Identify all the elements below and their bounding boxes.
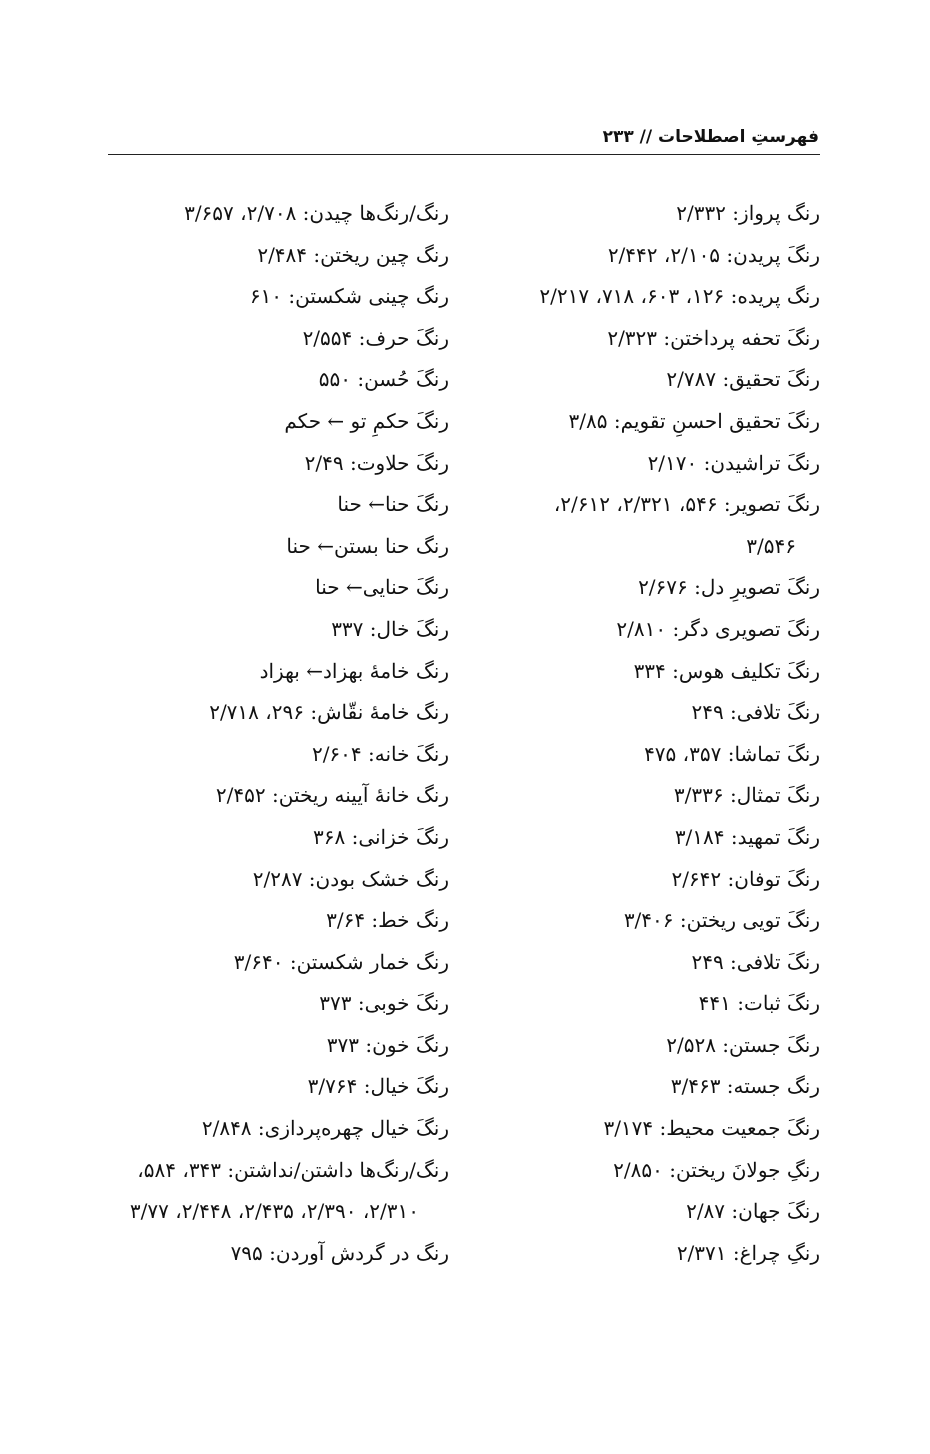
header-rule <box>108 154 820 155</box>
running-head: فهرستِ اصطلاحات // ۲۳۳ <box>602 127 819 147</box>
index-entry-text: رنگ پرواز: ۲/۳۳۲ <box>676 201 820 225</box>
index-entry <box>69 276 449 318</box>
index-entry-text: رنگ خامهٔ نقّاش: ۲۹۶، ۲/۷۱۸ <box>209 700 449 725</box>
index-entry-text: رنگَ حکمِ تو ← حکم <box>284 408 449 433</box>
index-entry <box>69 567 449 609</box>
index-entry <box>69 692 449 734</box>
index-entry-text: رنگَ تصویری دگر: ۲/۸۱۰ <box>616 616 820 641</box>
index-entry <box>69 817 449 859</box>
index-entry <box>69 443 449 485</box>
index-entry <box>480 1233 820 1275</box>
index-column-right <box>480 193 820 1274</box>
index-entry <box>480 651 820 693</box>
index-entry <box>69 983 449 1025</box>
index-entry-text: رنگِ چراغ: ۲/۳۷۱ <box>676 1240 820 1265</box>
index-entry-text: رنگ پریده: ۱۲۶، ۶۰۳، ۷۱۸، ۲/۲۱۷ <box>539 284 820 309</box>
index-entry-text: رنگِ جولانَ ریختن: ۲/۸۵۰ <box>613 1157 820 1182</box>
index-entry-text: رنگَ تصویر: ۵۴۶، ۲/۳۲۱، ۲/۶۱۲، <box>553 492 820 517</box>
index-entry <box>480 1066 820 1108</box>
index-entry-text: رنگَ خال: ۳۳۷ <box>331 616 449 641</box>
index-entry-text: رنگ جسته: ۳/۴۶۳ <box>670 1074 820 1099</box>
index-entry-text: رنگَ تویی ریختن: ۳/۴۰۶ <box>623 908 820 933</box>
index-entry-text: رنگَ تمثال: ۳/۳۳۶ <box>673 783 820 808</box>
index-entry <box>69 1066 449 1108</box>
index-entry <box>480 193 820 235</box>
index-entry <box>480 775 820 817</box>
index-entry-text: رنگ/رنگ‌ها داشتن/نداشتن: ۳۴۳، ۵۸۴، <box>137 1157 449 1182</box>
index-entry-text: رنگ خط: ۳/۶۴ <box>326 908 449 933</box>
index-entry-text: رنگَ تلافی: ۲۴۹ <box>691 700 820 725</box>
index-entry-text: رنگَ جستن: ۲/۵۲۸ <box>666 1032 820 1057</box>
index-entry <box>480 900 820 942</box>
index-entry <box>69 900 449 942</box>
index-entry <box>480 484 820 567</box>
index-entry-text: رنگَ تراشیدن: ۲/۱۷۰ <box>647 450 820 475</box>
index-entry-text: رنگَ جمعیت محیط: ۳/۱۷۴ <box>603 1116 820 1141</box>
index-entry-continuation: ۳/۵۴۶ <box>746 533 796 558</box>
index-entry <box>480 609 820 651</box>
index-entry-text: رنگ در گردش آوردن: ۷۹۵ <box>230 1240 449 1265</box>
index-entry-text: رنگَ خیال چهره‌پردازی: ۲/۸۴۸ <box>201 1116 449 1141</box>
index-entry <box>69 942 449 984</box>
index-entry-text: رنگَ تحقیق: ۲/۷۸۷ <box>666 367 820 392</box>
index-entry-text: رنگَ حنایی← حنا <box>315 575 449 600</box>
index-entry <box>69 318 449 360</box>
index-entry-text: رنگ/رنگ‌ها چیدن: ۲/۷۰۸، ۳/۶۵۷ <box>184 201 449 225</box>
index-entry <box>480 942 820 984</box>
index-entry <box>480 401 820 443</box>
index-entry-text: رنگ خمار شکستن: ۳/۶۴۰ <box>233 949 449 974</box>
index-entry <box>480 318 820 360</box>
index-entry-text: رنگَ تمهید: ۳/۱۸۴ <box>674 824 820 849</box>
index-entry-text: رنگ خشک بودن: ۲/۲۸۷ <box>252 866 449 891</box>
index-entry-text: رنگَ خوبی: ۳۷۳ <box>319 991 449 1016</box>
index-entry <box>480 692 820 734</box>
index-entry-text: رنگَ خیال: ۳/۷۶۴ <box>307 1074 449 1099</box>
index-entry <box>69 484 449 526</box>
index-entry-text: رنگَ تصویرِ دل: ۲/۶۷۶ <box>638 575 820 600</box>
index-entry <box>480 983 820 1025</box>
index-entry-text: رنگَ جهان: ۲/۸۷ <box>686 1199 820 1224</box>
index-entry-continuation: ۲/۳۱۰، ۲/۳۹۰، ۲/۴۳۵، ۲/۴۴۸، ۳/۷۷ <box>129 1199 419 1224</box>
index-entry-text: رنگَ تماشا: ۳۵۷، ۴۷۵ <box>644 741 820 766</box>
index-entry <box>69 401 449 443</box>
index-entry-text: رنگَ خون: ۳۷۳ <box>326 1032 449 1057</box>
index-entry-text: رنگ خانهٔ آیینه ریختن: ۲/۴۵۲ <box>215 783 449 808</box>
index-entry <box>69 734 449 776</box>
index-entry-text: رنگَ تحقیق احسنِ تقویم: ۳/۸۵ <box>568 408 820 433</box>
index-entry-text: رنگ حنا بستن← حنا <box>286 533 449 558</box>
index-entry <box>69 609 449 651</box>
index-entry <box>69 359 449 401</box>
index-entry-text: رنگ خامهٔ بهزاد← بهزاد <box>259 658 449 683</box>
index-entry <box>480 443 820 485</box>
index-entry <box>69 1233 449 1275</box>
index-entry <box>69 235 449 277</box>
index-entry <box>480 1025 820 1067</box>
index-entry <box>480 235 820 277</box>
index-entry-text: رنگ چینی شکستن: ۶۱۰ <box>249 284 449 309</box>
index-entry <box>480 1191 820 1233</box>
index-entry <box>480 859 820 901</box>
index-entry <box>69 1025 449 1067</box>
index-entry <box>69 651 449 693</box>
index-entry <box>69 775 449 817</box>
index-entry <box>480 276 820 318</box>
index-entry-text: رنگَ حُسن: ۵۵۰ <box>318 367 449 392</box>
index-entry <box>480 1150 820 1192</box>
index-entry <box>69 1150 449 1233</box>
index-entry <box>69 859 449 901</box>
index-entry <box>480 734 820 776</box>
index-entry <box>480 567 820 609</box>
index-entry-text: رنگَ پریدن: ۲/۱۰۵، ۲/۴۴۲ <box>607 242 820 267</box>
index-column-left <box>69 193 449 1274</box>
index-entry-text: رنگَ خزانی: ۳۶۸ <box>312 824 449 849</box>
index-entry <box>480 817 820 859</box>
index-entry <box>69 1108 449 1150</box>
index-entry-text: رنگَ ثبات: ۴۴۱ <box>698 991 820 1016</box>
index-entry-text: رنگَ توفان: ۲/۶۴۲ <box>671 866 820 891</box>
index-entry-text: رنگَ حنا← حنا <box>337 492 449 517</box>
index-entry <box>69 193 449 235</box>
index-entry <box>69 526 449 568</box>
index-entry-text: رنگَ تلافی: ۲۴۹ <box>691 949 820 974</box>
index-entry-text: رنگَ حرف: ۲/۵۵۴ <box>302 325 449 350</box>
index-entry <box>480 359 820 401</box>
index-entry <box>480 1108 820 1150</box>
index-entry-text: رنگَ تکلیف هوس: ۳۳۴ <box>633 658 820 683</box>
index-entry-text: رنگ چین ریختن: ۲/۴۸۴ <box>257 242 449 267</box>
index-entry-text: رنگَ خانه: ۲/۶۰۴ <box>311 741 449 766</box>
index-entry-text: رنگَ حلاوت: ۲/۴۹ <box>304 450 449 475</box>
index-entry-text: رنگَ تحفه پرداختن: ۲/۳۲۳ <box>607 325 820 350</box>
